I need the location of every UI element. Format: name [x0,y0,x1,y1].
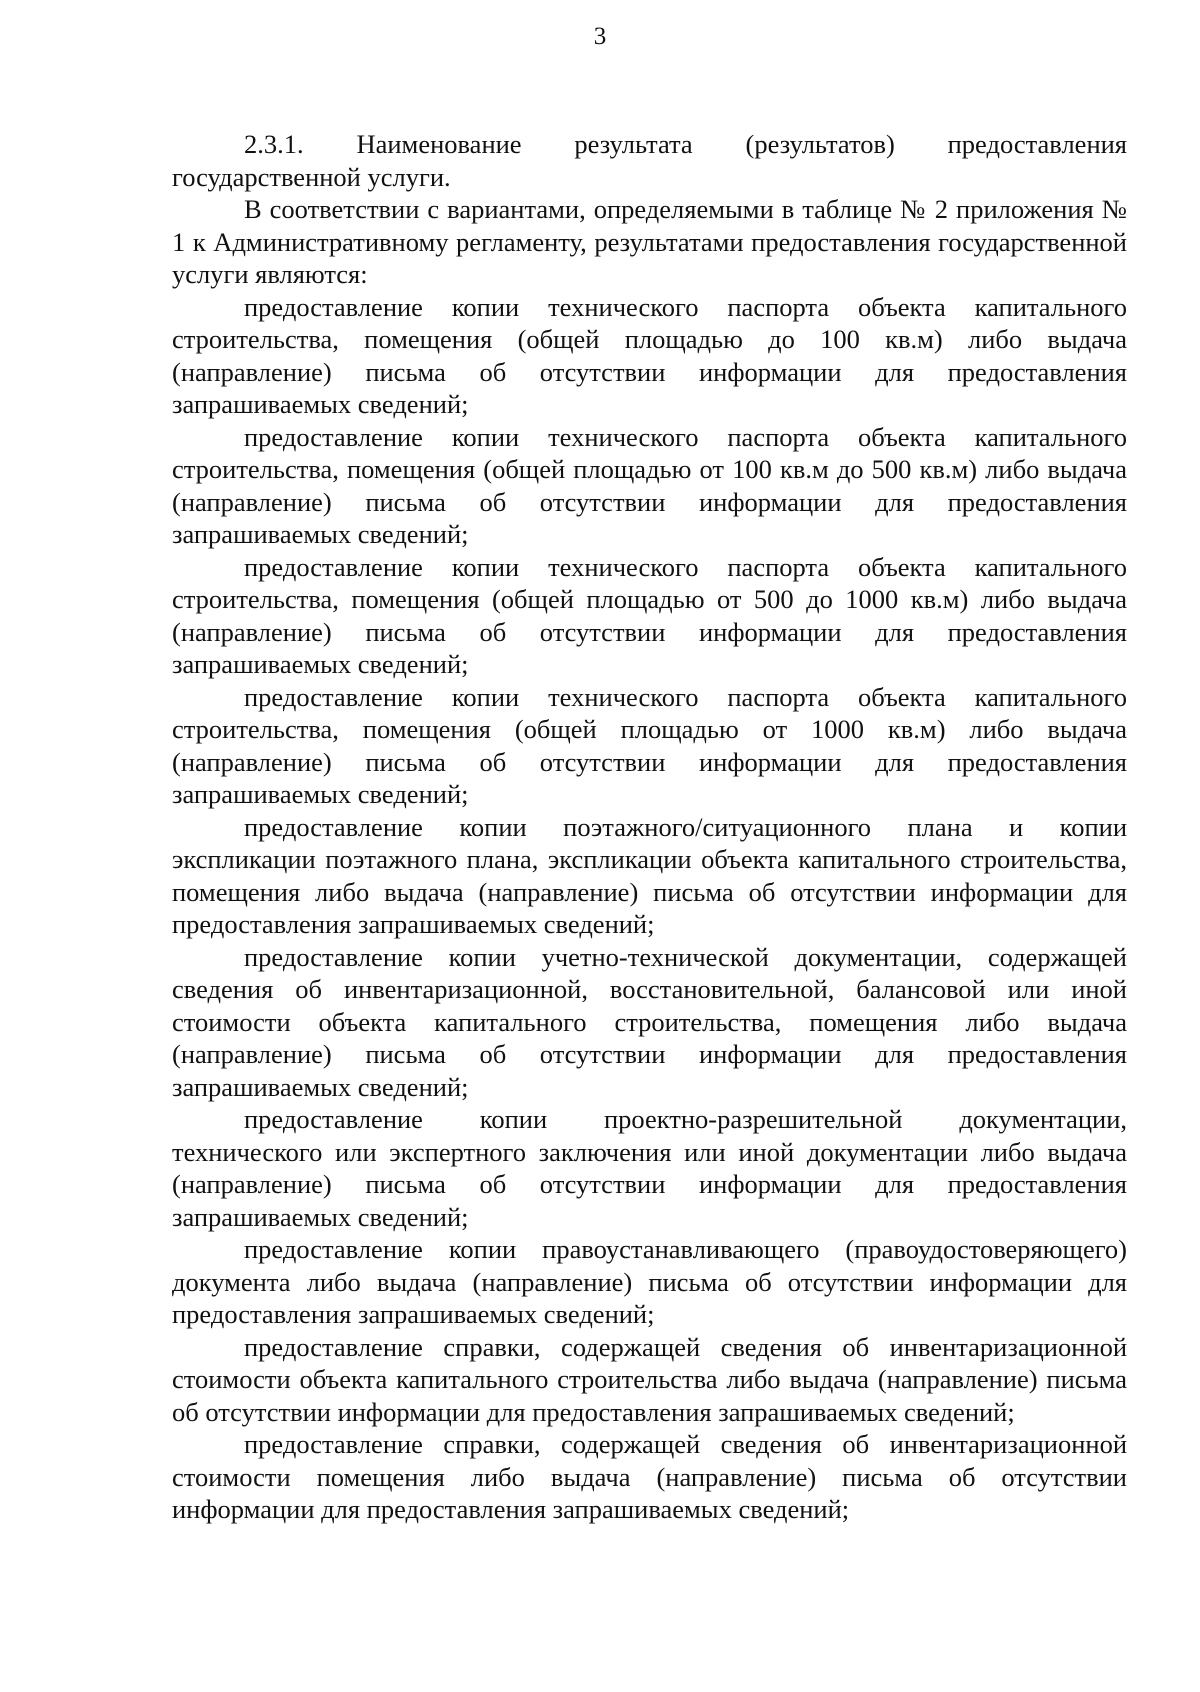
result-item: предоставление справки, содержащей сведения об инвентаризационной стоимости помещения либо выдача (направление) письма об отсутствии информации для предоставления запрашиваемых сведений; [172,1429,1127,1524]
result-item: предоставление копии технического паспорта объекта капитального строительства, помещения (общей площадью от 500 до 1000 кв.м) либо выдача (направление) письма об отсутствии информации для предоставления запрашиваемых сведений; [172,551,1127,679]
result-item: предоставление копии проектно-разрешительной документации, технического или экспертного заключения или иной документации либо выдача (направление) письма об отсутствии информации для предоставления запрашиваемых сведений; [172,1104,1127,1232]
section-heading: 2.3.1. Наименование результата (результатов) предоставления государственной услуги. [172,129,1127,192]
intro-paragraph: В соответствии с вариантами, определяемыми в таблице № 2 приложения № 1 к Административному регламенту, результатами предоставления государственной услуги являются: [172,194,1127,289]
result-item: предоставление справки, содержащей сведения об инвентаризационной стоимости объекта капитального строительства либо выдача (направление) письма об отсутствии информации для предоставления запрашиваемых сведений; [172,1331,1127,1427]
result-item: предоставление копии технического паспорта объекта капитального строительства, помещения (общей площадью от 1000 кв.м) либо выдача (направление) письма об отсутствии информации для предоставления запрашиваемых сведений; [172,681,1127,809]
result-item: предоставление копии технического паспорта объекта капитального строительства, помещения (общей площадью до 100 кв.м) либо выдача (направление) письма об отсутствии информации для предоставления запрашиваемых сведений; [172,291,1127,419]
result-item: предоставление копии учетно-технической документации, содержащей сведения об инвентаризационной, восстановительной, балансовой или иной стоимости объекта капитального строительства, помещения либо выдача (направление) письма об отсутствии информации для предоставления запрашиваемых сведений; [172,941,1127,1102]
page-number: 3 [593,23,607,50]
result-item: предоставление копии правоустанавливающего (правоудостоверяющего) документа либо выдача (направление) письма об отсутствии информации для предоставления запрашиваемых сведений; [172,1234,1127,1329]
result-item: предоставление копии поэтажного/ситуационного плана и копии экспликации поэтажного плана, экспликации объекта капитального строительства, помещения либо выдача (направление) письма об отсутствии информации для предоставления запрашиваемых сведений; [172,811,1127,939]
result-item: предоставление копии технического паспорта объекта капитального строительства, помещения (общей площадью от 100 кв.м до 500 кв.м) либо выдача (направление) письма об отсутствии информации для предоставления запрашиваемых сведений; [172,421,1127,549]
document-body [172,128,1127,1526]
